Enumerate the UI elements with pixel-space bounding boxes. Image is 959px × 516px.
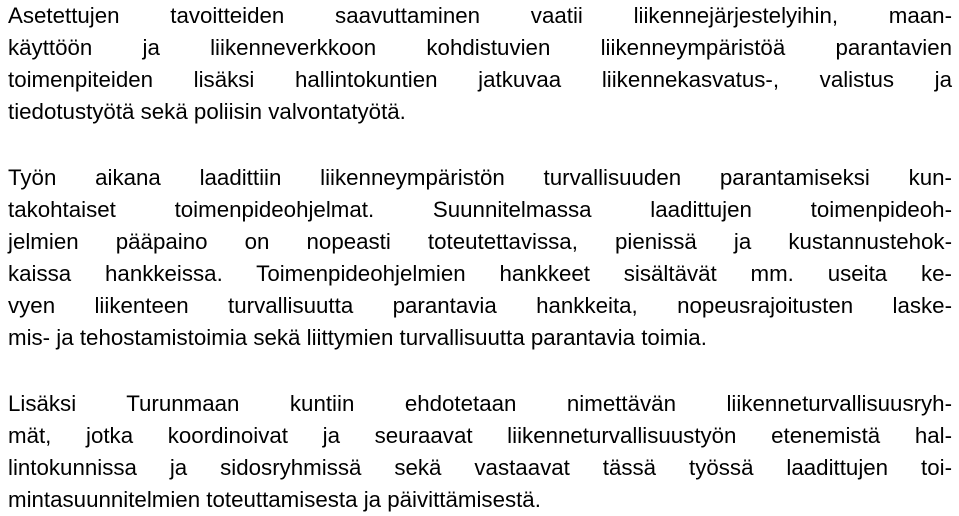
paragraph-line: mintasuunnitelmien toteuttamisesta ja päivittämisestä.: [8, 487, 541, 512]
paragraph-line: jelmien pääpaino on nopeasti toteutettavissa, pienissä ja kustannustehok-: [8, 229, 952, 254]
paragraph-line: tiedotustyötä sekä poliisin valvontatyötä.: [8, 99, 406, 124]
paragraph-line: Asetettujen tavoitteiden saavuttaminen vaatii liikennejärjestelyihin, maan-: [8, 3, 952, 28]
paragraph-3: [8, 388, 952, 516]
paragraph-spacer: [8, 128, 952, 162]
paragraph-line: vyen liikenteen turvallisuutta parantavia hankkeita, nopeusrajoitusten laske-: [8, 293, 952, 318]
paragraph-line: takohtaiset toimenpideohjelmat. Suunnitelmassa laadittujen toimenpideoh-: [8, 197, 952, 222]
paragraph-line: Työn aikana laadittiin liikenneympäristön turvallisuuden parantamiseksi kun-: [8, 165, 952, 190]
paragraph-2: [8, 162, 952, 354]
paragraph-line: mis- ja tehostamistoimia sekä liittymien turvallisuutta parantavia toimia.: [8, 325, 707, 350]
paragraph-1: [8, 0, 952, 128]
document-page: [8, 0, 952, 516]
paragraph-line: käyttöön ja liikenneverkkoon kohdistuvien liikenneympäristöä parantavien: [8, 35, 952, 60]
paragraph-line: kaissa hankkeissa. Toimenpideohjelmien hankkeet sisältävät mm. useita ke-: [8, 261, 952, 286]
paragraph-line: mät, jotka koordinoivat ja seuraavat liikenneturvallisuustyön etenemistä hal-: [8, 423, 952, 448]
paragraph-line: Lisäksi Turunmaan kuntiin ehdotetaan nimettävän liikenneturvallisuusryh-: [8, 391, 952, 416]
paragraph-line: toimenpiteiden lisäksi hallintokuntien jatkuvaa liikennekasvatus-, valistus ja: [8, 67, 952, 92]
paragraph-spacer: [8, 354, 952, 388]
paragraph-line: lintokunnissa ja sidosryhmissä sekä vastaavat tässä työssä laadittujen toi-: [8, 455, 952, 480]
